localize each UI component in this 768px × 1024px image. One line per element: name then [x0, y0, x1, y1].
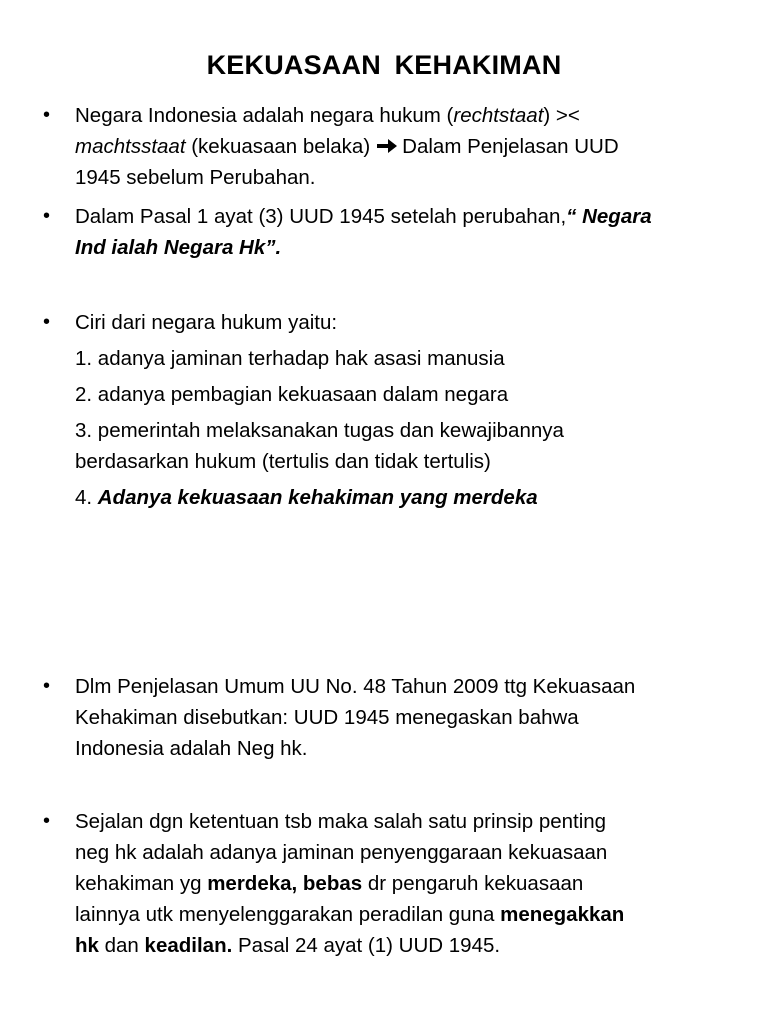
text-run: Dalam Penjelasan UUD	[402, 135, 619, 158]
text-run-italic: machtsstaat	[75, 135, 186, 158]
text-run-bold: keadilan.	[144, 934, 233, 957]
text-run: dan	[98, 934, 145, 957]
list-item: 1. adanya jaminan terhadap hak asasi manusia	[75, 347, 505, 370]
text-run: Dalam Pasal 1 ayat (3) UUD 1945 setelah perubahan,	[75, 205, 567, 228]
text-line	[75, 868, 735, 899]
text-line: 1945 sebelum Perubahan.	[75, 166, 316, 189]
text-line: Ind ialah Negara Hk”.	[75, 236, 282, 259]
text-line: Kehakiman disebutkan: UUD 1945 menegaskan bahwa	[75, 706, 579, 729]
right-arrow-icon	[376, 138, 398, 154]
paragraph-negara-hukum	[43, 100, 735, 193]
text-line: Indonesia adalah Neg hk.	[75, 737, 308, 760]
text-run: ) ><	[543, 104, 580, 127]
text-line: Ciri dari negara hukum yaitu:	[75, 311, 338, 334]
text-line	[75, 201, 735, 232]
text-run-bold: merdeka, bebas	[207, 872, 363, 895]
text-run: Negara Indonesia adalah negara hukum (	[75, 104, 454, 127]
bullet-icon: •	[43, 104, 51, 126]
paragraph-pasal-1	[43, 201, 735, 263]
text-run: dr pengaruh kekuasaan	[362, 872, 584, 895]
text-run: Pasal 24 ayat (1) UUD 1945.	[232, 934, 501, 957]
text-run-bold-italic: “ Negara	[566, 205, 652, 228]
text-run-bold-italic: Adanya kekuasaan kehakiman yang merdeka	[97, 486, 538, 509]
bullet-icon: •	[43, 205, 51, 227]
list-item-continuation: berdasarkan hukum (tertulis dan tidak tertulis)	[75, 450, 491, 473]
page-title: KEKUASAAN KEHAKIMAN	[206, 50, 562, 80]
text-line	[75, 930, 735, 961]
list-item	[75, 482, 735, 513]
text-run: kehakiman yg	[75, 872, 208, 895]
text-run-bold: menegakkan	[500, 903, 625, 926]
text-run: (kekuasaan belaka)	[185, 135, 371, 158]
text-run: lainnya utk menyelenggarakan peradilan guna	[75, 903, 501, 926]
list-item: 3. pemerintah melaksanakan tugas dan kewajibannya	[75, 419, 564, 442]
text-line: Sejalan dgn ketentuan tsb maka salah satu prinsip penting	[75, 810, 607, 833]
text-run-italic: rechtstaat	[453, 104, 544, 127]
paragraph-penjelasan-umum	[43, 671, 735, 764]
paragraph-ciri-negara-hukum	[43, 307, 735, 513]
text-run-bold: hk	[75, 934, 99, 957]
text-line	[75, 899, 735, 930]
list-item: 2. adanya pembagian kekuasaan dalam negara	[75, 383, 509, 406]
text-run: 4.	[75, 486, 98, 509]
bullet-icon: •	[43, 311, 51, 333]
bullet-icon: •	[43, 810, 51, 832]
text-line	[75, 100, 735, 131]
text-line: neg hk adalah adanya jaminan penyenggaraan kekuasaan	[75, 841, 608, 864]
bullet-icon: •	[43, 675, 51, 697]
paragraph-prinsip-penting	[43, 806, 735, 961]
text-line: Dlm Penjelasan Umum UU No. 48 Tahun 2009 ttg Kekuasaan	[75, 675, 636, 698]
text-line	[75, 131, 735, 162]
